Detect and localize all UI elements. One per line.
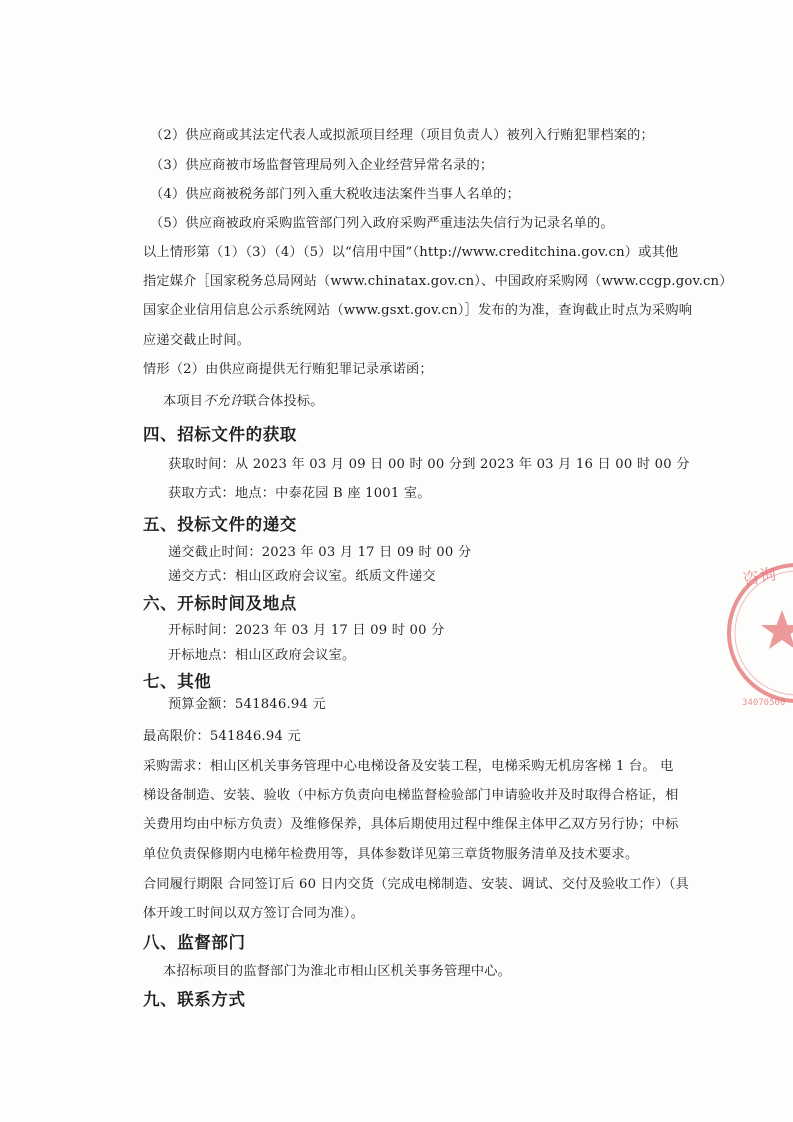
opening-place: 开标地点：相山区政府会议室。 (168, 648, 356, 663)
acquisition-time: 获取时间：从 2023 年 03 月 09 日 00 时 00 分到 2023 年 03 月 16 日 00 时 00 分 (168, 457, 690, 472)
text-line: 梯设备制造、安装、验收（中标方负责向电梯监督检验部门申请验收并及时取得合格证，相 (143, 788, 679, 803)
max-price: 最高限价：541846.94 元 (143, 729, 301, 744)
text-line: 关费用均由中标方负责）及维修保养，具体后期使用过程中维保主体甲乙双方另行协；中标 (143, 817, 679, 832)
text-line (163, 393, 324, 411)
emphasis-text: 不允许 (203, 394, 244, 409)
acquisition-method: 获取方式：地点：中泰花园 B 座 1001 室。 (168, 486, 431, 501)
seal-top-text: 咨询 (740, 564, 779, 591)
text-line: 指定媒介［国家税务总局网站（www.chinatax.gov.cn）、中国政府采购网（www.ccgp.gov.cn） (143, 274, 733, 289)
company-seal (722, 548, 793, 718)
supervision-text: 本招标项目的监督部门为淮北市相山区机关事务管理中心。 (163, 964, 512, 979)
submission-deadline: 递交截止时间：2023 年 03 月 17 日 09 时 00 分 (168, 545, 472, 560)
text-line: （5）供应商被政府采购监管部门列入政府采购严重违法失信行为记录名单的。 (150, 216, 614, 231)
text-line: 合同履行期限 合同签订后 60 日内交货（完成电梯制造、安装、调试、交付及验收工作）（具 (143, 877, 689, 892)
star-icon (761, 610, 793, 649)
section-heading: 九、联系方式 (143, 990, 246, 1009)
text-line: （2）供应商或其法定代表人或拟派项目经理（项目负责人）被列入行贿犯罪档案的； (150, 128, 654, 143)
section-heading: 七、其他 (143, 672, 212, 691)
text-line: 单位负责保修期内电梯年检费用等，具体参数详见第三章货物服务清单及技术要求。 (143, 847, 639, 862)
text-line: 国家企业信用信息公示系统网站（www.gsxt.gov.cn）］发布的为准，查询截止时点为采购响 (143, 303, 693, 318)
section-heading: 六、开标时间及地点 (143, 594, 297, 613)
opening-time: 开标时间：2023 年 03 月 17 日 09 时 00 分 (168, 623, 445, 638)
text-line: 体开竣工时间以双方签订合同为准）。 (143, 906, 364, 921)
section-heading: 四、招标文件的获取 (143, 425, 297, 444)
text-line: （4）供应商被税务部门列入重大税收违法案件当事人名单的； (150, 187, 521, 202)
text-line: （3）供应商被市场监督管理局列入企业经营异常名录的； (150, 158, 494, 173)
text-line: 应递交截止时间。 (143, 333, 251, 348)
submission-method: 递交方式：相山区政府会议室。纸质文件递交 (168, 569, 436, 584)
text-line: 以上情形第（1）（3）（4）（5）以“信用中国”（http://www.creditchina.gov.cn）或其他 (143, 245, 679, 260)
text-span: 本项目 (163, 394, 204, 409)
text-line: 采购需求：相山区机关事务管理中心电梯设备及安装工程，电梯采购无机房客梯 1 台。 电 (143, 759, 674, 774)
text-span: 联合体投标。 (243, 394, 324, 409)
section-heading: 八、监督部门 (143, 933, 246, 952)
text-line: 情形（2）由供应商提供无行贿犯罪记录承诺函； (143, 362, 433, 377)
seal-number: 34070500 (742, 698, 786, 708)
section-heading: 五、投标文件的递交 (143, 515, 297, 534)
budget-amount: 预算金额：541846.94 元 (168, 697, 326, 712)
